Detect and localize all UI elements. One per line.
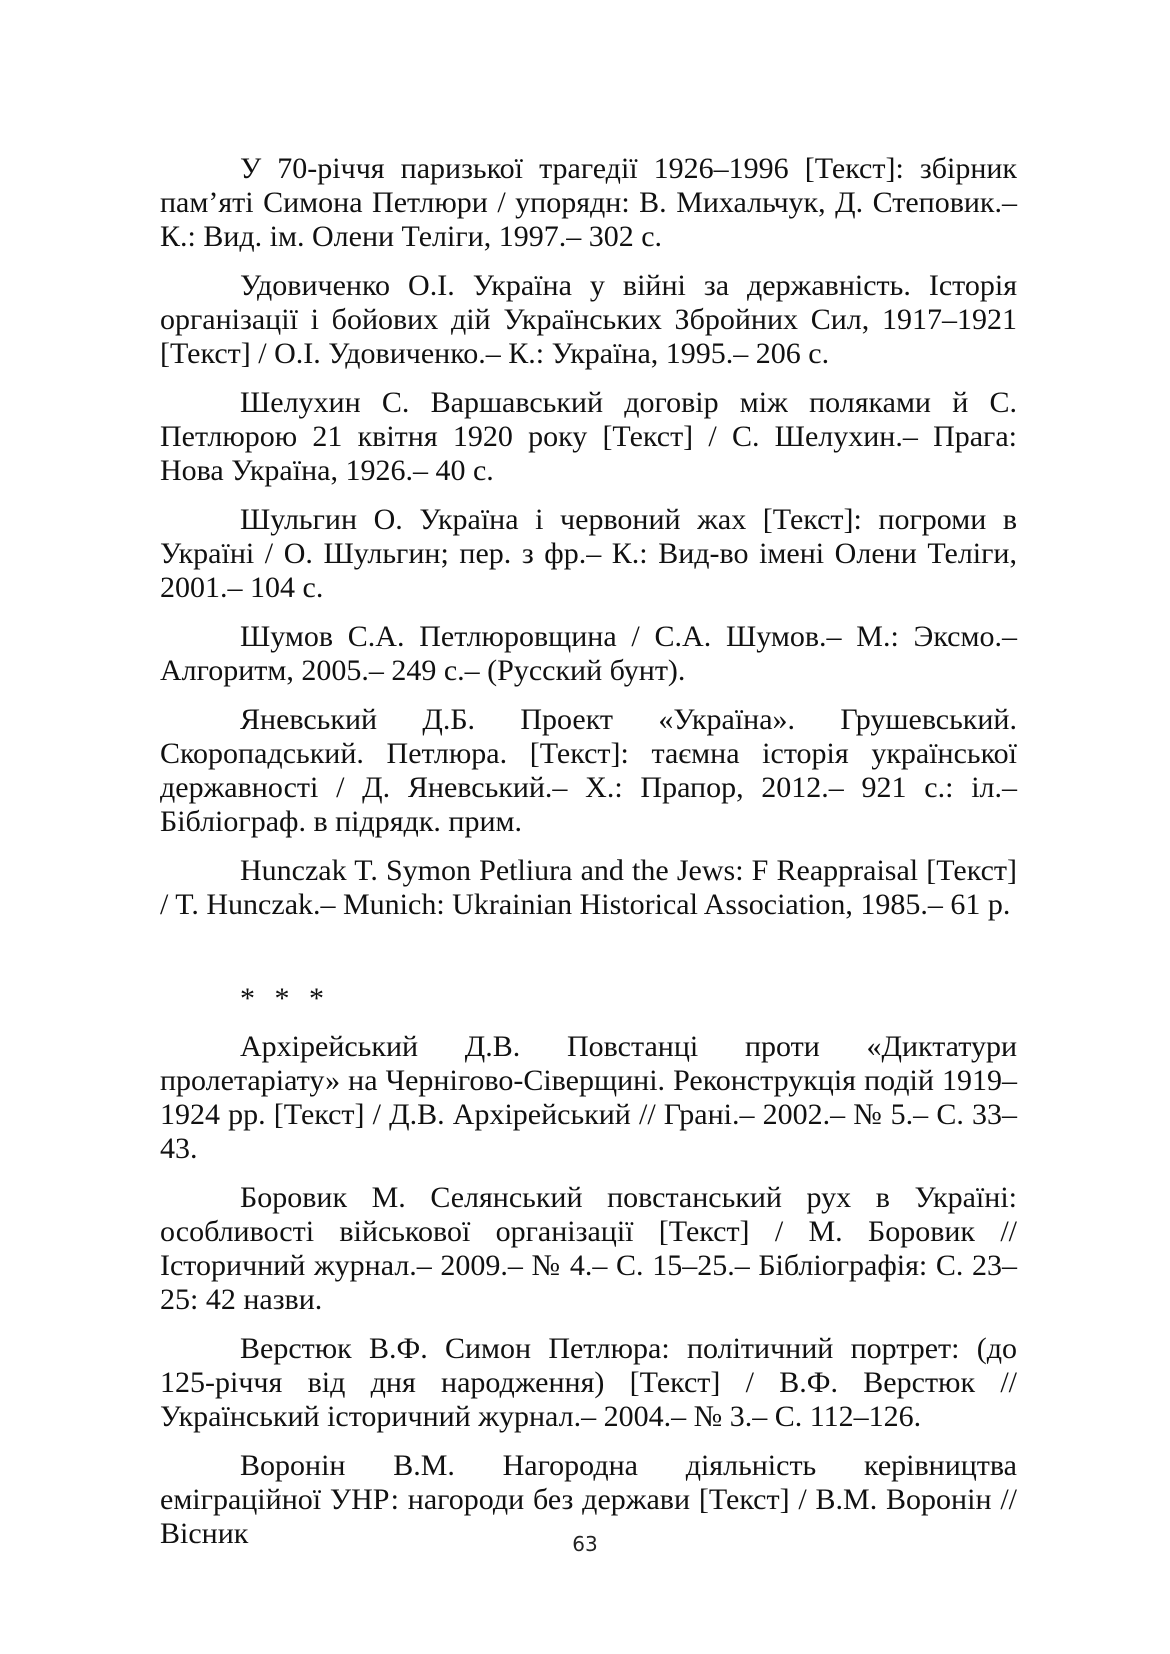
bibliography-entry: У 70-річчя паризької трагедії 1926–1996 [Текст]: збірник пам’яті Симона Петлюри / упорядн: В. Михальчук, Д. Степовик.– К.: Вид. ім. Олени Теліги, 1997.– 302 с. [160, 152, 1017, 253]
bibliography-entry: Удовиченко О.І. Україна у війні за державність. Історія організації і бойових дій Українських Збройних Сил, 1917–1921 [Текст] / О.І. Удовиченко.– К.: Україна, 1995.– 206 с. [160, 269, 1017, 370]
bibliography-entry: Архірейський Д.В. Повстанці проти «Диктатури пролетаріату» на Чернігово-Сіверщині. Реконструкція подій 1919–1924 рр. [Текст] / Д.В. Архірейський // Грані.– 2002.– № 5.– С. 33–43. [160, 1030, 1017, 1165]
bibliography-entry: Шумов С.А. Петлюровщина / С.А. Шумов.– М.: Эксмо.– Алгоритм, 2005.– 249 с.– (Русский бунт). [160, 620, 1017, 687]
bibliography-entry: Шелухин С. Варшавський договір між поляками й С. Петлюрою 21 квітня 1920 року [Текст] / С. Шелухин.– Прага: Нова Україна, 1926.– 40 с. [160, 386, 1017, 487]
bibliography-entry: Hunczak T. Symon Petliura and the Jews: F Reappraisal [Текст] / T. Hunczak.– Munich: Ukrainian Historical Association, 1985.– 61 p. [160, 854, 1017, 921]
bibliography-list-bottom [160, 1030, 1017, 1551]
section-separator: * * * [240, 982, 330, 1015]
bibliography-entry: Верстюк В.Ф. Симон Петлюра: політичний портрет: (до 125-річчя від дня народження) [Текст] / В.Ф. Верстюк // Український історичний журнал.– 2004.– № 3.– С. 112–126. [160, 1332, 1017, 1433]
bibliography-entry: Боровик М. Селянський повстанський рух в Україні: особливості військової організації [Текст] / М. Боровик // Історичний журнал.– 2009.– № 4.– С. 15–25.– Бібліографія: С. 23–25: 42 назви. [160, 1181, 1017, 1316]
bibliography-entry: Воронін В.М. Нагородна діяльність керівництва еміграційної УНР: нагороди без держави [Текст] / В.М. Воронін // Вісник [160, 1449, 1017, 1550]
page-body [160, 152, 1017, 1566]
bibliography-entry: Шульгин О. Україна і червоний жах [Текст]: погроми в Україні / О. Шульгин; пер. з фр.– К.: Вид-во імені Олени Теліги, 2001.– 104 с. [160, 503, 1017, 604]
page-number: 63 [572, 1532, 598, 1556]
bibliography-entry: Яневський Д.Б. Проект «Україна». Грушевський. Скоропадський. Петлюра. [Текст]: таємна історія української державності / Д. Яневський.– Х.: Прапор, 2012.– 921 с.: іл.– Бібліограф. в підрядк. прим. [160, 703, 1017, 838]
bibliography-list-top [160, 152, 1017, 922]
